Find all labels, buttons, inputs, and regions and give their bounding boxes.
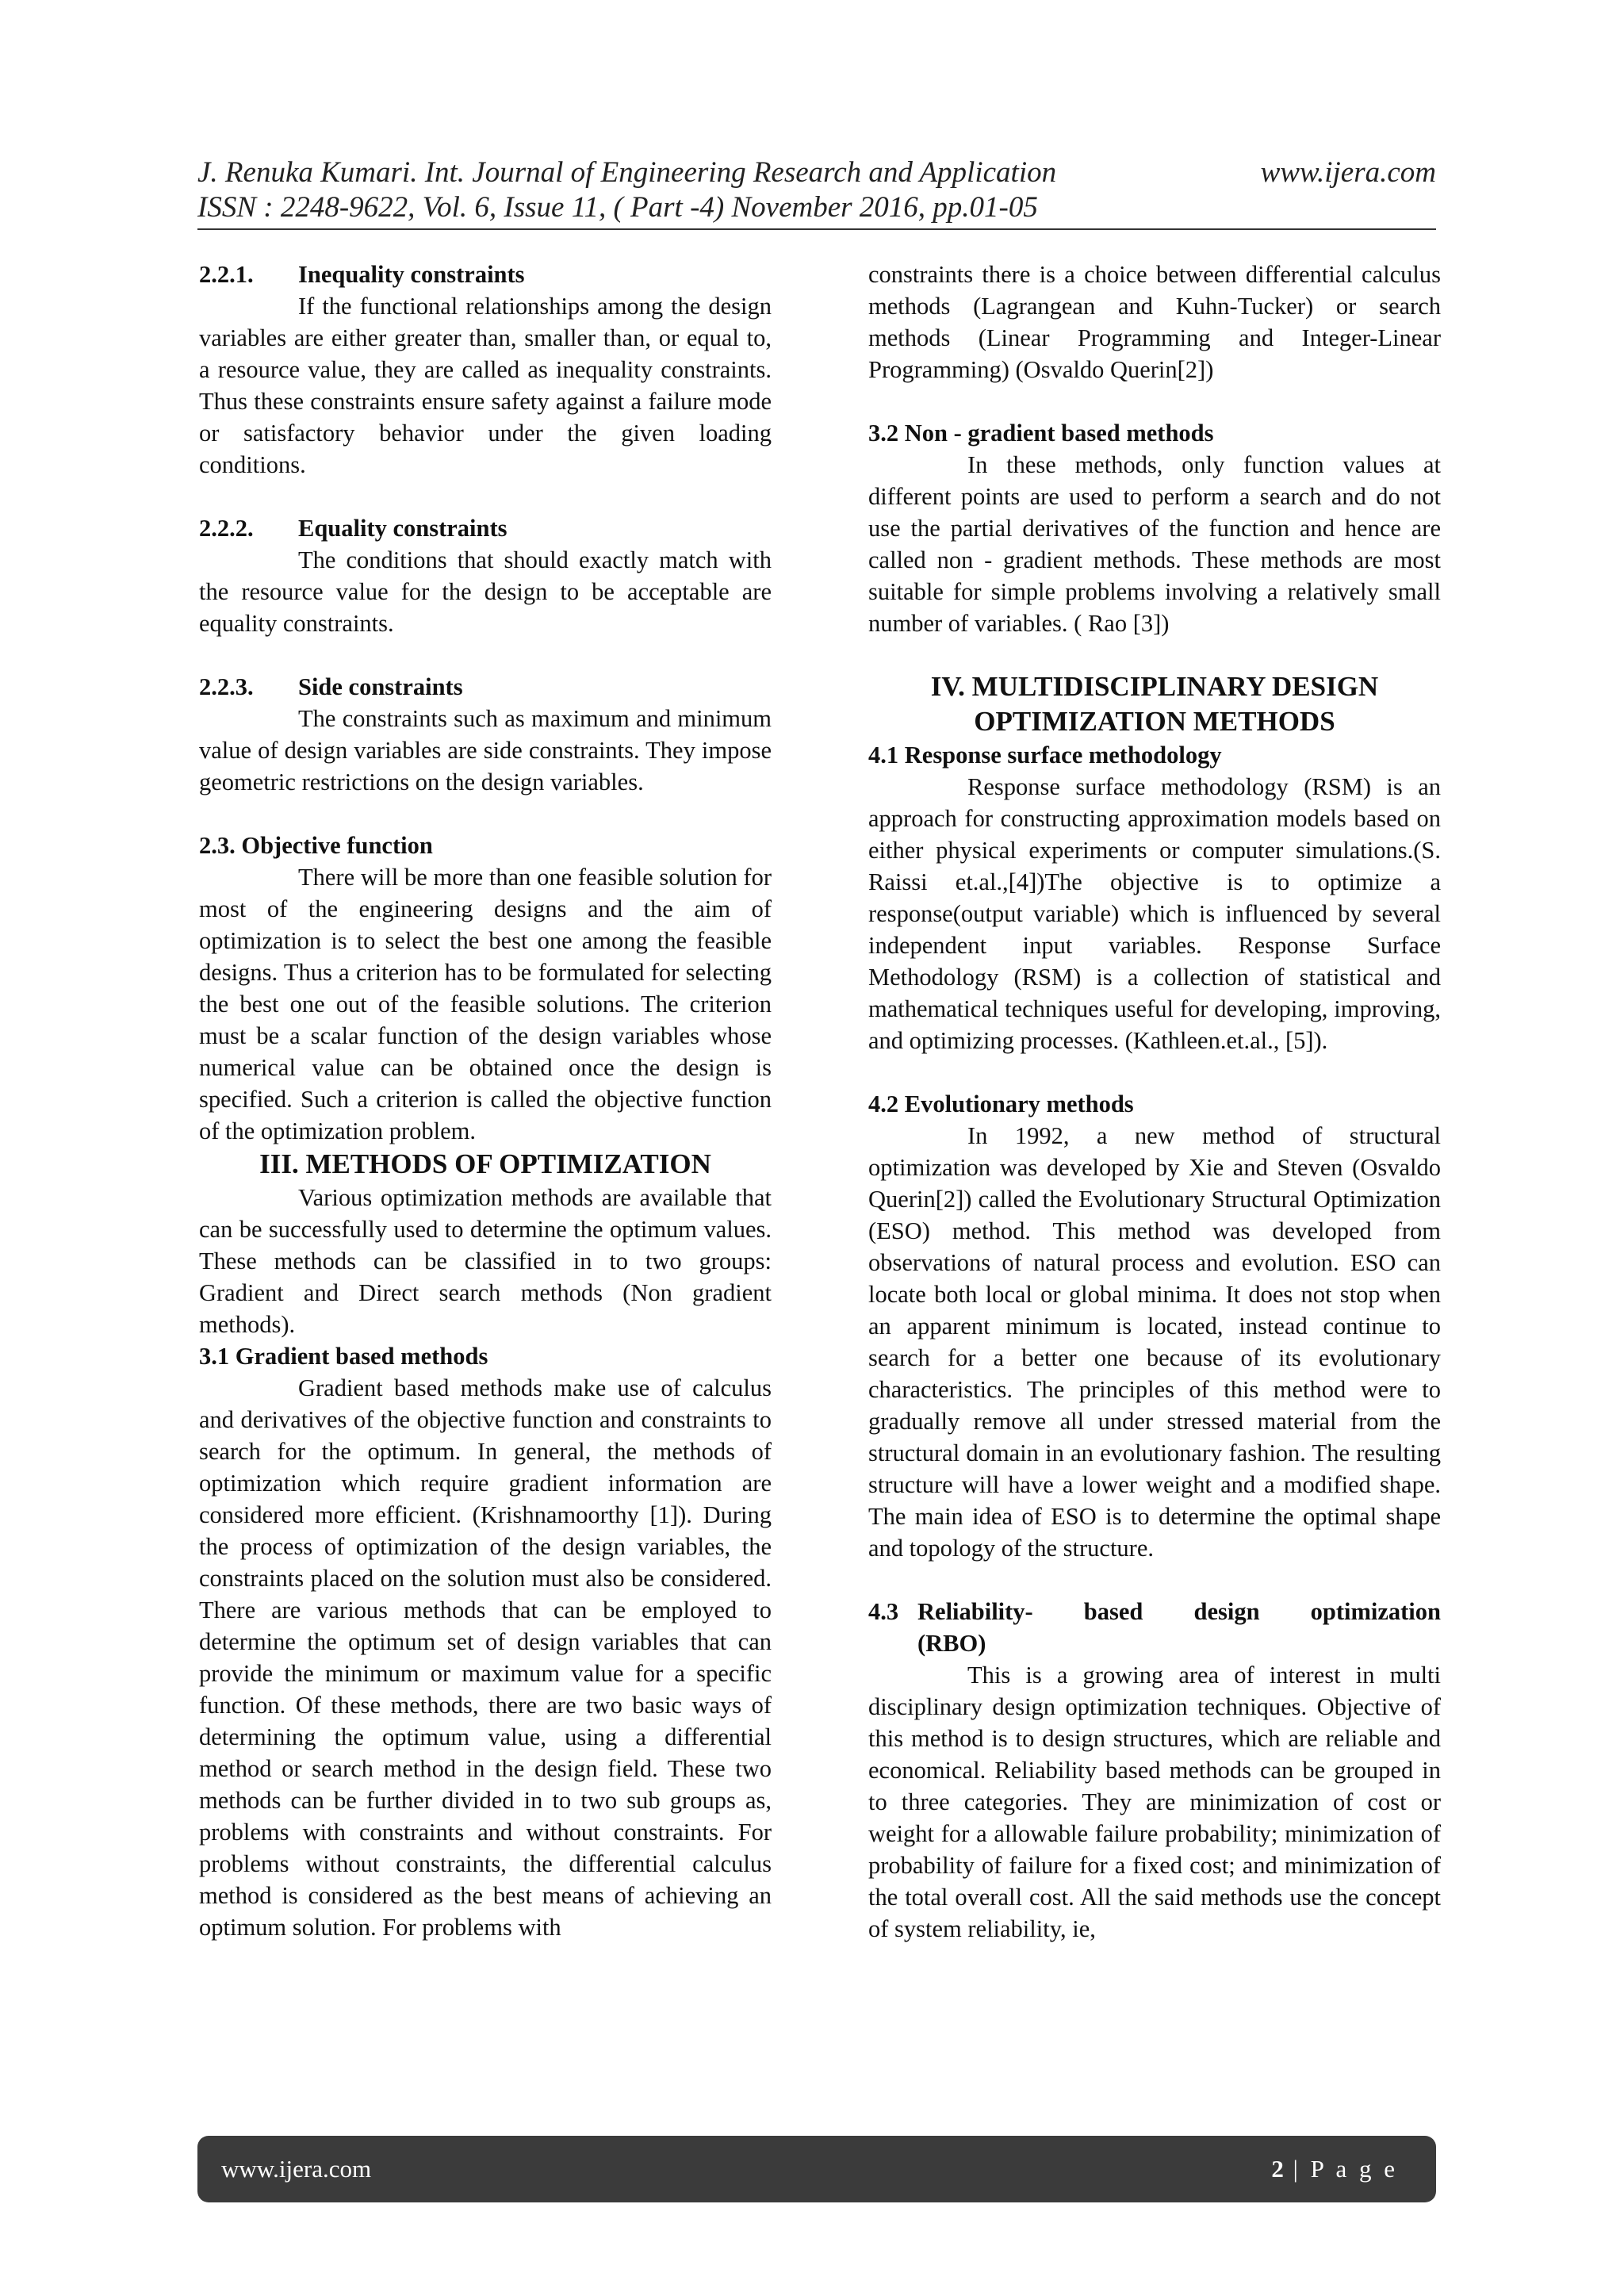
- paragraph-inequality: If the functional relationships among the design variables are either greater than, smaller than, or equal to, a resource value, they are called as inequality constraints. Thus these constraints ensure safety against a failure mode or satisfactory behavior under the given loading conditions.: [199, 293, 772, 478]
- paragraph-rsm: Response surface methodology (RSM) is an approach for constructing approximation models based on either physical experiments or computer simulations.(S. Raissi et.al.,[4])The objective is to optimize a response(output variable) which is influenced by several independent input variables. Response Surface Methodology (RSM) is a collection of statistical and mathematical techniques useful for developing, improving, and optimizing processes. (Kathleen.et.al., [5]).: [868, 773, 1441, 1054]
- header-rule: [197, 228, 1436, 230]
- heading-2-2-3: 2.2.3. Side constraints: [199, 673, 463, 700]
- journal-citation: J. Renuka Kumari. Int. Journal of Engineering Research and Application: [197, 156, 1057, 189]
- paragraph-gradient: Gradient based methods make use of calculus and derivatives of the objective function and constraints to search for the optimum. In general, the methods of optimization which require gradient information are considered more efficient. (Krishnamoorthy [1]). During the process of optimization of the design variables, the constraints placed on the solution must also be considered. There are various methods that can be employed to determine the optimum set of design variables that can provide the minimum or maximum value for a specific function. Of these methods, there are two basic ways of determining the optimum value, using a differential method or search method in the design field. These two methods can be further divided in to two sub groups as, problems with constraints and without constraints. For problems without constraints, the differential calculus method is considered as the best means of achieving an optimum solution. For problems with: [199, 1374, 772, 1941]
- heading-4-3: 4.3 Reliability- based design optimization: [868, 1598, 1441, 1625]
- heading-2-3: 2.3. Objective function: [199, 832, 433, 859]
- paragraph-equality: The conditions that should exactly match with the resource value for the design to be acceptable are equality constraints.: [199, 546, 772, 637]
- footer-website: www.ijera.com: [221, 2155, 372, 2183]
- heading-2-2-1: 2.2.1. Inequality constraints: [199, 261, 525, 288]
- heading-3-1: 3.1 Gradient based methods: [199, 1343, 488, 1370]
- paragraph-reliability: This is a growing area of interest in multi disciplinary design optimization techniques. Objective of this method is to design structures, which are reliable and economical. Reliability based methods can be grouped in to three categories. They are minimization of cost or weight for a allowable failure probability; minimization of probability of failure for a fixed cost; and minimization of the total overall cost. All the said methods use the concept of system reliability, ie,: [868, 1662, 1441, 1942]
- heading-4-3-cont: (RBO): [917, 1630, 986, 1657]
- issn-line: ISSN : 2248-9622, Vol. 6, Issue 11, ( Part -4) November 2016, pp.01-05: [197, 191, 1038, 224]
- page-number: 2 | P a g e: [1271, 2155, 1398, 2183]
- paragraph-objective: There will be more than one feasible solution for most of the engineering designs and the aim of optimization is to select the best one among the feasible designs. Thus a criterion has to be formulated for selecting the best one out of the feasible solutions. The criterion must be a scalar function of the design variables whose numerical value can be obtained once the design is specified. Such a criterion is called the objective function of the optimization problem.: [199, 864, 772, 1144]
- heading-4-1: 4.1 Response surface methodology: [868, 742, 1222, 769]
- right-column: [868, 259, 1441, 1945]
- heading-3-2: 3.2 Non - gradient based methods: [868, 420, 1214, 447]
- paragraph-evolutionary: In 1992, a new method of structural optimization was developed by Xie and Steven (Osvaldo Querin[2]) called the Evolutionary Structural Optimization (ESO) method. This method was developed from observations of natural process and evolution. ESO can locate both local or global minima. It does not stop when an apparent minimum is located, instead continue to search for a better one because of its evolutionary characteristics. The principles of this method were to gradually remove all under stressed material from the structural domain in an evolutionary fashion. The resulting structure will have a lower weight and a modified shape. The main idea of ESO is to determine the optimal shape and topology of the structure.: [868, 1122, 1441, 1562]
- section-heading-iv: IV. MULTIDISCIPLINARY DESIGN OPTIMIZATION METHODS: [930, 671, 1379, 737]
- section-heading-iii: III. METHODS OF OPTIMIZATION: [259, 1148, 711, 1179]
- left-column: [199, 259, 772, 1943]
- paragraph-methods: Various optimization methods are available that can be successfully used to determine the optimum values. These methods can be classified in to two groups: Gradient and Direct search methods (Non gradient methods).: [199, 1184, 772, 1338]
- paragraph-side: The constraints such as maximum and minimum value of design variables are side constraints. They impose geometric restrictions on the design variables.: [199, 705, 772, 795]
- page-footer: [197, 2136, 1436, 2202]
- journal-website: www.ijera.com: [1260, 156, 1436, 189]
- paragraph-non-gradient: In these methods, only function values at different points are used to perform a search and do not use the partial derivatives of the function and hence are called non - gradient methods. These methods are most suitable for simple problems involving a relatively small number of variables. ( Rao [3]): [868, 451, 1441, 637]
- paragraph-continued: constraints there is a choice between differential calculus methods (Lagrangean and Kuhn-Tucker) or search methods (Linear Programming and Integer-Linear Programming) (Osvaldo Querin[2]): [868, 261, 1441, 383]
- running-header: [197, 155, 1436, 225]
- heading-4-2: 4.2 Evolutionary methods: [868, 1091, 1134, 1117]
- heading-2-2-2: 2.2.2. Equality constraints: [199, 515, 508, 542]
